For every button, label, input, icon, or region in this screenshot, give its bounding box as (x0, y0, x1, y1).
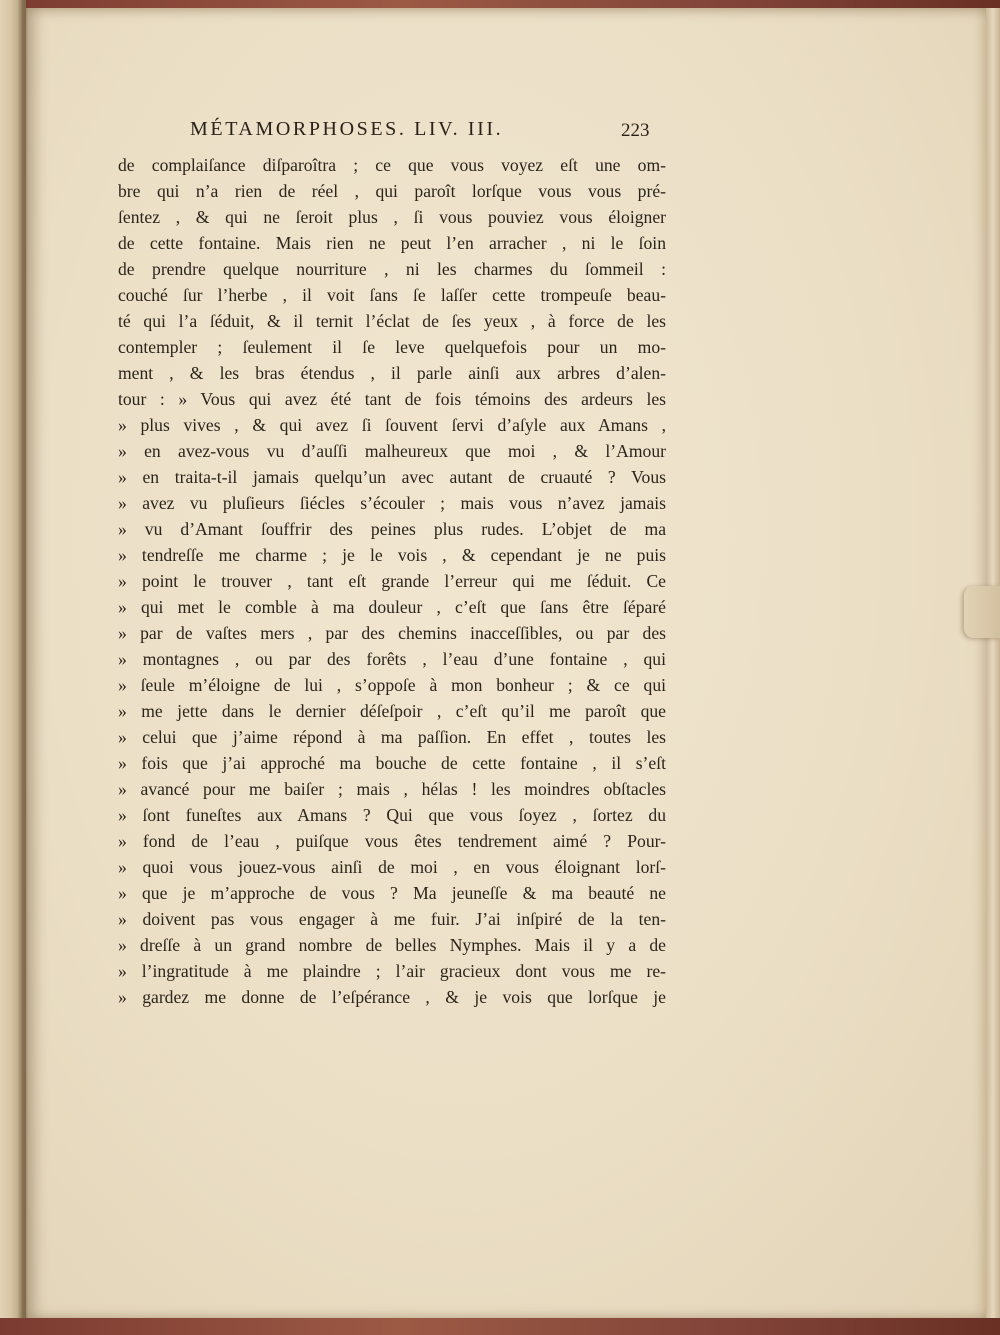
text-line: té qui l’a ſéduit, & il ternit l’éclat de ſes yeux , à force de les (118, 311, 666, 331)
text-line: » plus vives , & qui avez ſi ſouvent ſervi d’aſyle aux Amans , (118, 415, 666, 435)
text-line: » l’ingratitude à me plaindre ; l’air gracieux dont vous me re- (118, 961, 666, 981)
text-line: bre qui n’a rien de réel , qui paroît lorſque vous vous pré- (118, 181, 666, 201)
text-line: » vu d’Amant ſouffrir des peines plus rudes. L’objet de ma (118, 519, 666, 539)
running-title: MÉTAMORPHOSES. LIV. III. (190, 118, 504, 140)
text-line: » avancé pour me baiſer ; mais , hélas ! les moindres obſtacles (118, 779, 666, 799)
text-line: » que je m’approche de vous ? Ma jeuneſſe & ma beauté ne (118, 883, 666, 903)
body-text (118, 152, 666, 1010)
right-page-edge (986, 8, 1000, 1320)
text-line: ſentez , & qui ne ſeroit plus , ſi vous pouviez vous éloigner (118, 207, 666, 227)
text-line: » tendreſſe me charme ; je le vois , & cependant je ne puis (118, 545, 666, 565)
text-line: ment , & les bras étendus , il parle ainſi aux arbres d’alen- (118, 363, 666, 383)
text-line: contempler ; ſeulement il ſe leve quelquefois pour un mo- (118, 337, 666, 357)
text-line: » me jette dans le dernier déſeſpoir , c’eſt qu’il me paroît que (118, 701, 666, 721)
text-line: de complaiſance diſparoîtra ; ce que vous voyez eſt une om- (118, 155, 666, 175)
text-line: » montagnes , ou par des forêts , l’eau d’une fontaine , qui (118, 649, 666, 669)
text-line: » qui met le comble à ma douleur , c’eſt que ſans être ſéparé (118, 597, 666, 617)
text-line: de cette fontaine. Mais rien ne peut l’en arracher , ni le ſoin (118, 233, 666, 253)
page-header (118, 118, 666, 150)
text-line: tour : » Vous qui avez été tant de fois témoins des ardeurs les (118, 389, 666, 409)
page-tab-marker (964, 586, 1000, 638)
text-line: de prendre quelque nourriture , ni les charmes du ſommeil : (118, 259, 666, 279)
text-line: » ſont funeſtes aux Amans ? Qui que vous ſoyez , ſortez du (118, 805, 666, 825)
text-line: » gardez me donne de l’eſpérance , & je vois que lorſque je (118, 987, 666, 1007)
text-line: » quoi vous jouez-vous ainſi de moi , en vous éloignant lorſ- (118, 857, 666, 877)
text-line: » par de vaſtes mers , par des chemins inacceſſibles, ou par des (118, 623, 666, 643)
text-line: » fois que j’ai approché ma bouche de cette fontaine , il s’eſt (118, 753, 666, 773)
text-line: » en avez-vous vu d’auſſi malheureux que moi , & l’Amour (118, 441, 666, 461)
text-line: couché ſur l’herbe , il voit ſans ſe laſſer cette trompeuſe beau- (118, 285, 666, 305)
text-line: » dreſſe à un grand nombre de belles Nymphes. Mais il y a de (118, 935, 666, 955)
text-line: » doivent pas vous engager à me fuir. J’ai inſpiré de la ten- (118, 909, 666, 929)
text-line: » en traita-t-il jamais quelqu’un avec autant de cruauté ? Vous (118, 467, 666, 487)
page-number: 223 (621, 120, 650, 141)
binding-bottom-edge (0, 1318, 1000, 1335)
text-line: » point le trouver , tant eſt grande l’erreur qui me ſéduit. Ce (118, 571, 666, 591)
text-line: » celui que j’aime répond à ma paſſion. En effet , toutes les (118, 727, 666, 747)
page-gutter-shadow (18, 0, 28, 1335)
text-line: » ſeule m’éloigne de lui , s’oppoſe à mon bonheur ; & ce qui (118, 675, 666, 695)
text-line: » avez vu pluſieurs ſiécles s’écouler ; mais vous n’avez jamais (118, 493, 666, 513)
text-line: » fond de l’eau , puiſque vous êtes tendrement aimé ? Pour- (118, 831, 666, 851)
